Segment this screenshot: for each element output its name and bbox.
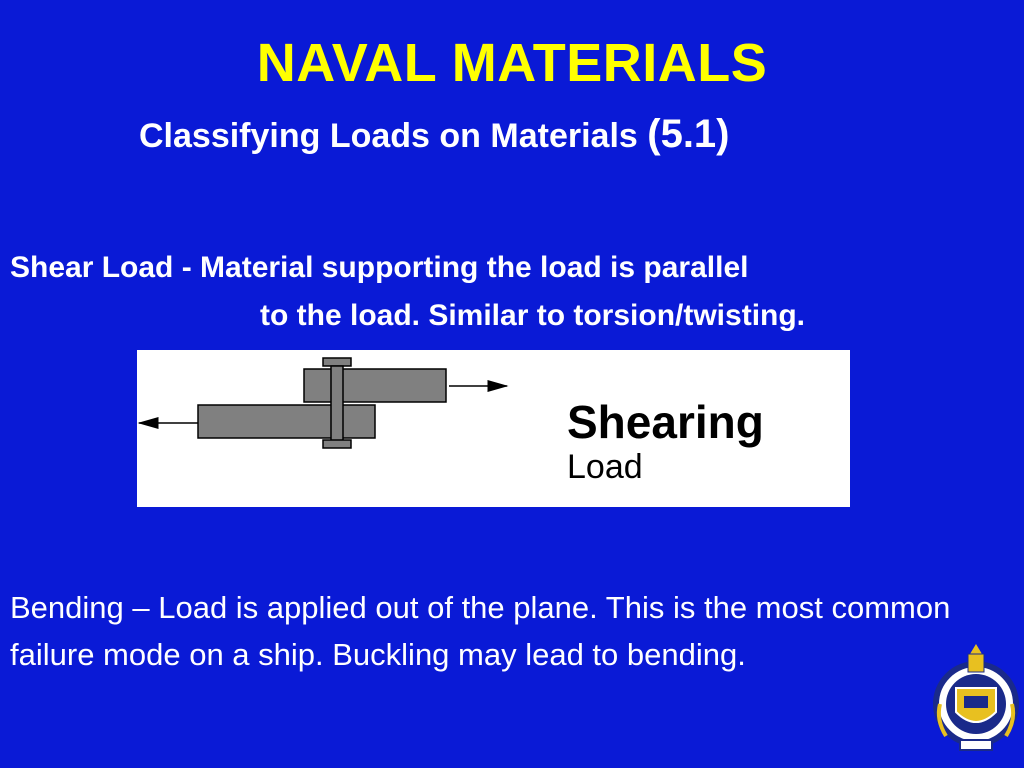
subtitle-section-number: (5.1) <box>647 112 730 156</box>
lower-plate <box>198 405 375 438</box>
shear-definition-line2: to the load. Similar to torsion/twisting. <box>260 299 806 332</box>
figure-caption-sub: Load <box>567 448 643 486</box>
slide-title: NAVAL MATERIALS <box>256 33 768 93</box>
upper-plate <box>304 369 446 402</box>
slide-subtitle <box>139 112 730 157</box>
bending-definition: Bending – Load is applied out of the plane. This is the most common failure mode on a ship. Buckling may lead to bending. <box>10 590 951 672</box>
naval-academy-crest-icon <box>930 640 1022 764</box>
figure-caption-main: Shearing <box>567 396 764 448</box>
shearing-load-figure <box>137 350 850 507</box>
figure-caption <box>567 396 764 486</box>
subtitle-text: Classifying Loads on Materials <box>139 117 648 155</box>
shear-definition-line1: Shear Load - Material supporting the load is parallel <box>10 251 749 284</box>
